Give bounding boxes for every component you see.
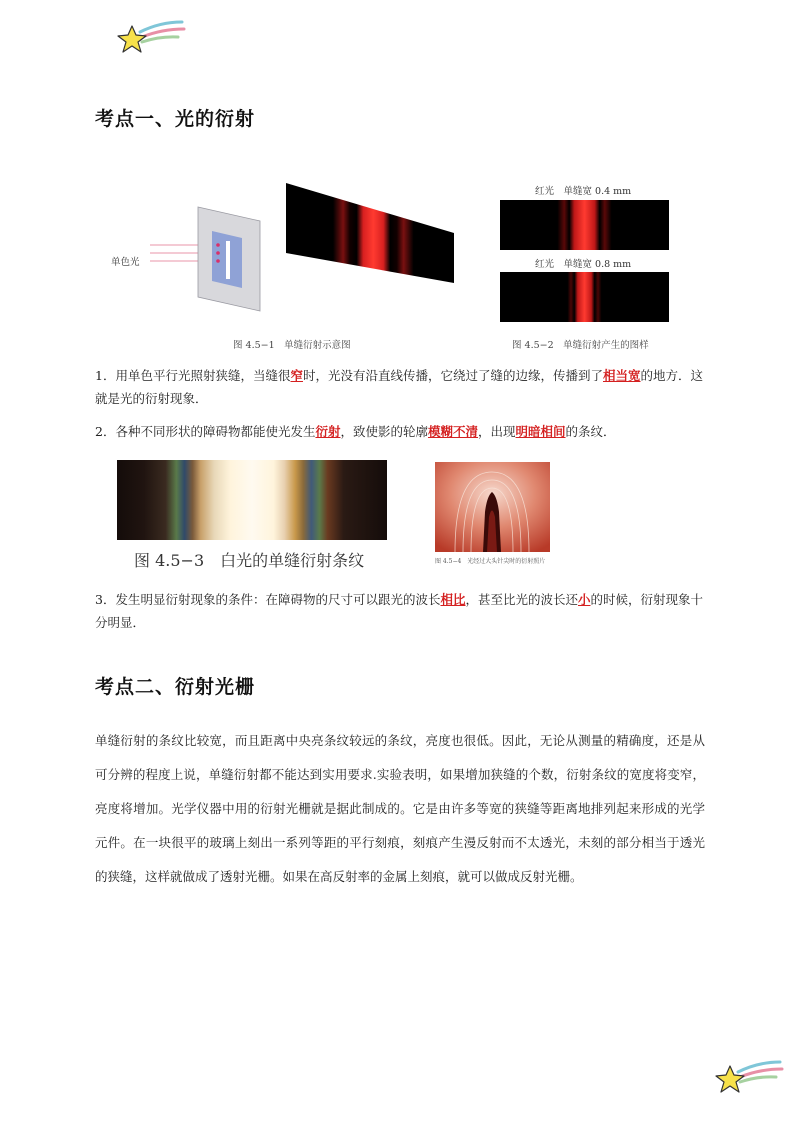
highlight-alternating: 明暗相间 [515,424,566,439]
paragraph-1-text-b: 时，光没有沿直线传播，它绕过了缝的边缘，传播到了 [302,368,603,383]
section-2-body: 单缝衍射的条纹比较宽，而且距离中央亮条纹较远的条纹，亮度也很低。因此，无论从测量的精确度，还是从可分辨的程度上说，单缝衍射都不能达到实用要求.实验表明，如果增加狭缝的个数，衍射条纹的宽度将变窄，亮度将增加。光学仪器中用的衍射光栅就是据此制成的。它是由许多等宽的狭缝等距离地排列起来形成的光学元件。在一块很平的玻璃上刻出一系列等距的平行刻痕，刻痕产生漫反射而不太透光，未刻的部分相当于透光的狭缝，这样就做成了透射光栅。如果在高反射率的金属上刻痕，就可以做成反射光栅。 [95,733,705,884]
paragraph-2-text-b: ，致使影的轮廓 [340,424,428,439]
pinhead-diffraction-image [435,462,550,552]
highlight-blurred: 模糊不清 [428,424,479,439]
paragraph-3-text-a: 发生明显衍射现象的条件：在障碍物的尺寸可以跟光的波长 [115,592,441,607]
section-title-1: 考点一、光的衍射 [95,108,256,130]
paragraph-3-text-c: 的时候，衍射现象十分明显． [95,592,704,630]
paragraph-2-text-d: 的条纹． [565,424,616,439]
figure-caption-4-5-4: 图 4.5−4 光经过大头针尖时的衍射照片 [435,558,546,565]
red-pattern-0-8mm [500,272,669,322]
paragraph-1-text-c: 的地方．这就是光的衍射现象． [95,368,704,406]
figure-caption-4-5-3: 图 4.5−3 白光的单缝衍射条纹 [134,551,365,570]
paragraph-1-number: 1． [95,368,116,383]
pattern-label-0-8mm: 红光 单缝宽 0.8 mm [535,259,632,270]
section-title-2: 考点二、衍射光栅 [95,676,256,698]
figure-caption-4-5-2: 图 4.5−2 单缝衍射产生的图样 [512,340,649,351]
figure-caption-4-5-1: 图 4.5−1 单缝衍射示意图 [233,340,351,351]
highlight-diffraction: 衍射 [315,424,341,439]
monochromatic-light-label: 单色光 [111,257,140,268]
highlight-narrow: 窄 [290,368,303,383]
white-light-diffraction-image [117,460,387,540]
paragraph-1 [95,364,705,410]
shooting-star-icon [112,18,188,58]
shooting-star-icon [710,1058,786,1098]
red-pattern-0-4mm [500,200,669,250]
highlight-quite-wide: 相当宽 [603,368,641,383]
paragraph-3 [95,588,705,634]
diffraction-screen-image [286,183,456,283]
paragraph-3-text-b: ，甚至比光的波长还 [465,592,578,607]
highlight-smaller: 小 [578,592,591,607]
paragraph-3-number: 3． [95,592,116,607]
pattern-label-0-4mm: 红光 单缝宽 0.4 mm [535,186,632,197]
highlight-comparable: 相比 [440,592,466,607]
paragraph-2-number: 2． [95,424,116,439]
paragraph-2-text-a: 各种不同形状的障碍物都能使光发生 [115,424,316,439]
paragraph-1-text-a: 用单色平行光照射狭缝，当缝很 [115,368,291,383]
paragraph-2 [95,420,705,443]
paragraph-2-text-c: ，出现 [478,424,516,439]
